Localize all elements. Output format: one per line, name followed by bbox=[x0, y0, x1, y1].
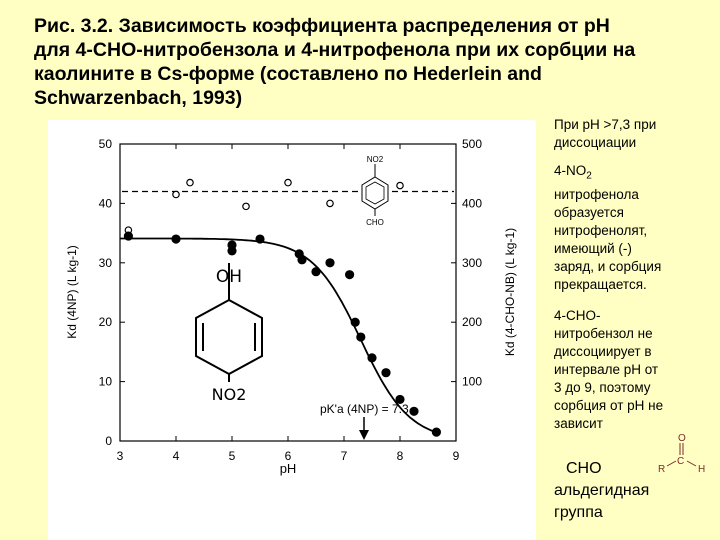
y-left-tick-label: 30 bbox=[98, 255, 112, 270]
kd-ph-chart bbox=[48, 120, 536, 540]
note-np-prefix: 4-NO bbox=[554, 163, 587, 178]
struct-np-bottom-label: NO2 bbox=[211, 385, 247, 404]
cho-nb-data-point bbox=[285, 179, 291, 185]
np-data-point bbox=[346, 271, 354, 279]
x-tick-label: 4 bbox=[172, 449, 180, 463]
np-data-point bbox=[172, 235, 180, 243]
x-tick-label: 8 bbox=[396, 449, 404, 463]
note-np-line: прекращается. bbox=[554, 276, 647, 292]
np-data-point bbox=[357, 333, 365, 341]
x-tick-label: 6 bbox=[284, 449, 292, 463]
aldehyde-c: C bbox=[677, 456, 685, 467]
note-np-line: образуется bbox=[554, 204, 624, 220]
np-data-point bbox=[256, 235, 264, 243]
np-data-point bbox=[432, 428, 440, 436]
cho-nb-data-point bbox=[187, 179, 193, 185]
note-nb-line: 3 до 9, поэтому bbox=[554, 380, 651, 395]
note-np-line: нитрофенола bbox=[554, 186, 639, 202]
x-tick-label: 5 bbox=[228, 449, 236, 463]
note-nb-line: зависит bbox=[554, 416, 603, 431]
note-np-line: заряд, и сорбция bbox=[554, 258, 662, 274]
aldehyde-o: O bbox=[678, 433, 686, 444]
note-ph-line: диссоциации bbox=[554, 135, 637, 150]
structure-4-cho-nitrobenzene bbox=[362, 155, 388, 227]
x-axis-label: pH bbox=[279, 461, 297, 476]
y-right-tick-label: 500 bbox=[462, 137, 483, 151]
pka-arrow bbox=[359, 417, 369, 440]
struct-nb-top-label: NO2 bbox=[366, 155, 384, 164]
np-data-point bbox=[410, 407, 418, 415]
struct-nb-bottom-label: CHO bbox=[366, 218, 384, 227]
y-left-tick-label: 40 bbox=[98, 196, 112, 211]
note-nb-line: диссоциирует в bbox=[554, 344, 652, 359]
note-cho-nitrobenzene bbox=[554, 307, 714, 433]
y-left-tick-label: 20 bbox=[98, 315, 112, 330]
note-nb-line: 4-CHO- bbox=[554, 308, 601, 323]
x-tick-label: 7 bbox=[340, 449, 348, 463]
note-np-line: имеющий (-) bbox=[554, 240, 632, 256]
structure-4-nitrophenol bbox=[196, 263, 262, 404]
plot-frame bbox=[120, 144, 456, 441]
np-data-point bbox=[368, 354, 376, 362]
y-axis-label-right: Kd (4-CHO-NB) (L kg-1) bbox=[503, 227, 517, 357]
np-data-point bbox=[228, 247, 236, 255]
y-left-tick-label: 50 bbox=[98, 137, 112, 151]
y-right-tick-label: 300 bbox=[462, 255, 483, 270]
y-right-tick-label: 200 bbox=[462, 315, 483, 330]
cho-nb-data-point bbox=[173, 191, 179, 197]
cho-nb-data-point bbox=[397, 182, 403, 188]
note-ph-dissociation bbox=[554, 116, 714, 152]
y-left-tick-label: 10 bbox=[98, 374, 112, 389]
note-np-subscript: 2 bbox=[586, 170, 592, 182]
chart-svg bbox=[48, 120, 536, 540]
cho-nb-data-point bbox=[327, 200, 333, 206]
note-nitrophenol bbox=[554, 162, 714, 294]
x-tick-label: 3 bbox=[116, 449, 124, 463]
aldehyde-r: R bbox=[658, 464, 666, 475]
note-cho-line: альдегидная bbox=[554, 482, 650, 499]
x-tick-label: 9 bbox=[452, 449, 460, 463]
note-cho-formula: CHO bbox=[566, 460, 602, 477]
y-left-tick-label: 0 bbox=[105, 434, 112, 448]
np-data-point bbox=[298, 256, 306, 264]
note-nb-line: сорбция от pH не bbox=[554, 398, 664, 413]
y-right-tick-label: 400 bbox=[462, 196, 483, 211]
y-right-tick-label: 100 bbox=[462, 374, 483, 389]
pka-annotation: pK'a (4NP) = 7.3 bbox=[320, 402, 409, 416]
aldehyde-structure-icon bbox=[656, 432, 712, 476]
note-np-heading bbox=[554, 162, 714, 186]
np-data-point bbox=[382, 369, 390, 377]
slide-title: Рис. 3.2. Зависимость коэффициента распределения от pH для 4-CHO-нитробензола и 4-нитрофенола при их сорбции на каолините в Cs-форме (составлено по Hederlein and Schwarzenbach, 1993) bbox=[34, 15, 636, 109]
np-data-point bbox=[312, 268, 320, 276]
note-nb-line: нитробензол не bbox=[554, 326, 653, 341]
cho-nb-data-point bbox=[243, 203, 249, 209]
aldehyde-h: H bbox=[698, 464, 706, 475]
y-axis-label-left: Kd (4NP) (L kg-1) bbox=[65, 245, 79, 339]
note-ph-line: При pH >7,3 при bbox=[554, 117, 657, 132]
np-data-point bbox=[124, 232, 132, 240]
np-data-point bbox=[326, 259, 334, 267]
struct-np-top-label: OH bbox=[215, 267, 243, 287]
np-data-point bbox=[351, 318, 359, 326]
note-cho-line: группа bbox=[554, 504, 603, 521]
note-np-line: нитрофенолят, bbox=[554, 222, 648, 238]
note-nb-line: интервале pH от bbox=[554, 362, 659, 377]
